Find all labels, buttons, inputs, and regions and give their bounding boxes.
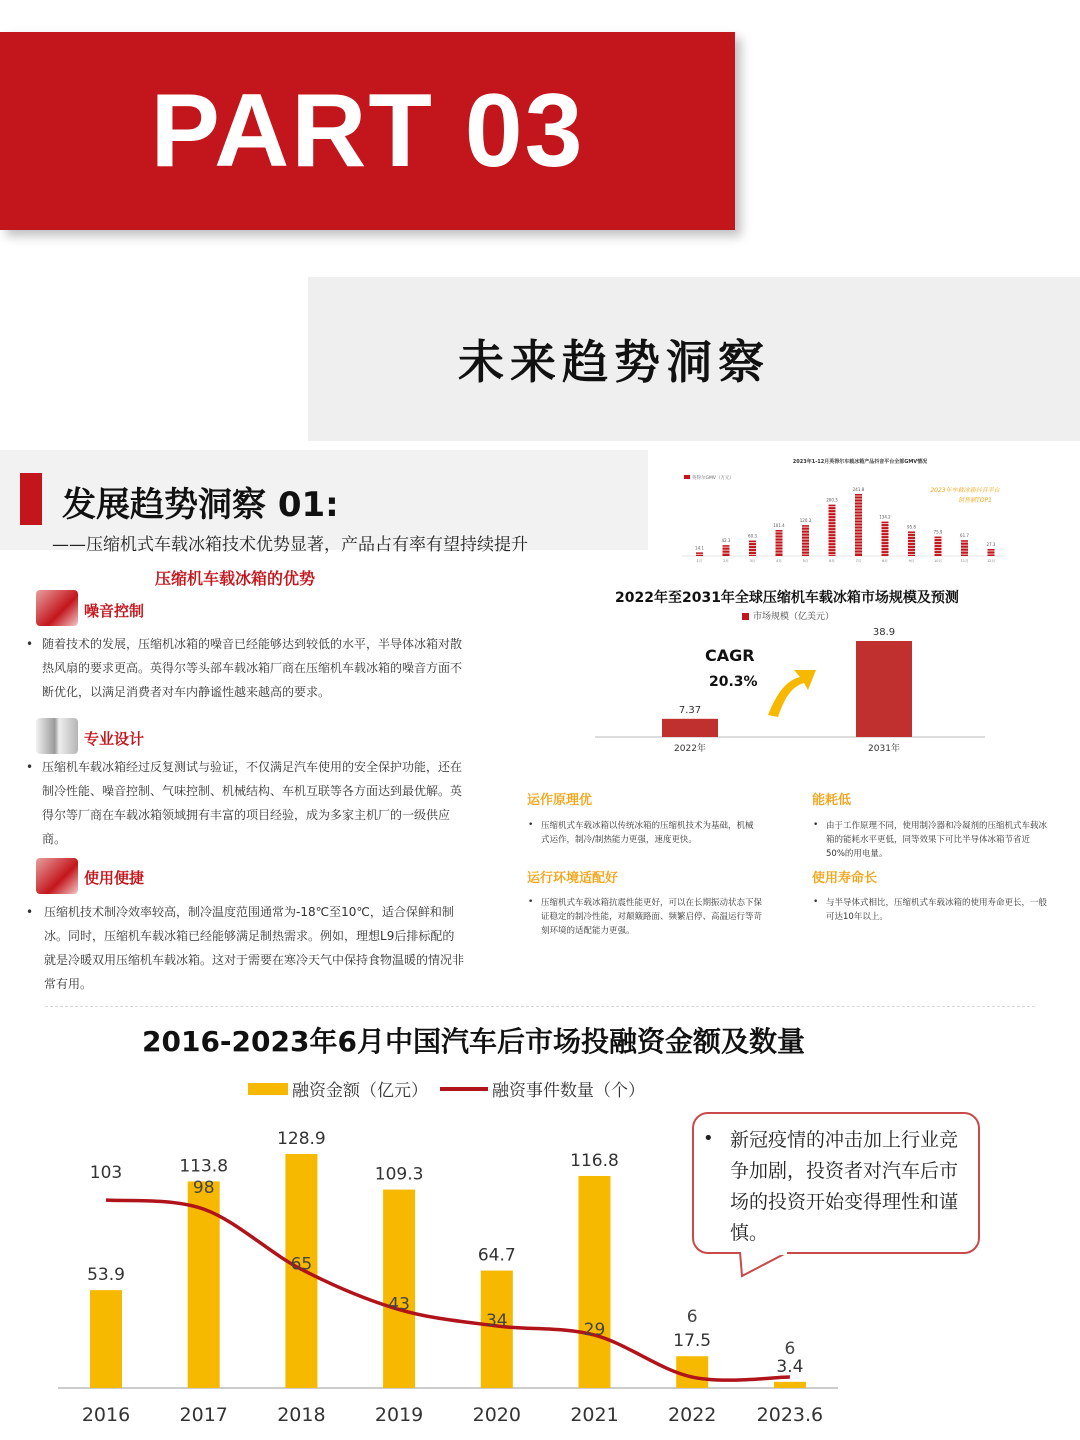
cagr-value: 20.3%	[709, 674, 758, 690]
amount-bar	[579, 1176, 611, 1388]
feature-text: 压缩机式车载冰箱以传统冰箱的压缩机技术为基础，机械式运作，制冷/制热能力更强，速度更快。	[541, 821, 754, 845]
amount-label: 17.5	[673, 1331, 712, 1352]
gmv-bar	[882, 522, 889, 556]
gmv-bar	[961, 540, 968, 556]
gmv-month-label: 6月	[829, 559, 835, 563]
part-title: PART 03	[150, 72, 585, 189]
projection-value-label: 38.9	[872, 627, 896, 638]
gmv-month-label: 5月	[802, 559, 809, 563]
year-label: 2022	[668, 1404, 717, 1426]
gmv-bar-label: 27.3	[986, 542, 996, 547]
advantage-text: 压缩机技术制冷效率较高，制冷温度范围通常为-18℃至10℃，适合保鲜和制冰。同时，压缩机车载冰箱已经能够满足制热需求。例如，理想L9后排标配的就是冷暖双用压缩机车载冰箱。这对于需要在寒冷天气中保持食物温暖的情况非常有用。	[44, 905, 465, 991]
year-label: 2019	[374, 1404, 424, 1426]
bullet-icon: •	[26, 905, 34, 919]
trend-subtitle: ——压缩机式车载冰箱技术优势显著，产品占有率有望持续提升	[52, 535, 528, 555]
callout-text: 新冠疫情的冲击加上行业竞争加剧，投资者对汽车后市场的投资开始变得理性和谨慎。	[730, 1129, 959, 1244]
gmv-bar	[723, 545, 730, 556]
gmv-month-label: 4月	[776, 559, 782, 563]
cagr-label: CAGR	[705, 646, 755, 665]
mini-chart-title: 2023年1-12月英得尔车载冰箱产品抖音平台全部GMV情况	[792, 459, 928, 465]
convenience-icon	[36, 858, 78, 894]
part-banner	[0, 32, 735, 230]
legend-swatch	[742, 613, 749, 620]
projection-bar	[856, 641, 912, 737]
count-label: 43	[388, 1294, 410, 1315]
gmv-month-label: 9月	[908, 559, 915, 563]
count-label: 98	[192, 1178, 215, 1199]
gmv-bar-label: 95.8	[907, 524, 916, 530]
mini-legend-swatch	[684, 475, 690, 479]
growth-arrow-icon	[768, 670, 816, 717]
feature-heading: 运行环境适配好	[527, 871, 619, 886]
count-label: 29	[583, 1320, 606, 1341]
legend-count-label: 融资事件数量（个）	[492, 1081, 645, 1101]
amount-bar	[774, 1382, 806, 1388]
projection-title: 2022年至2031年全球压缩机车载冰箱市场规模及预测	[615, 590, 959, 606]
mini-chart-note: 销售额TOP1	[958, 497, 992, 504]
gmv-bar	[829, 505, 836, 556]
feature-text: 与半导体式相比，压缩机式车载冰箱的使用寿命更长，一般可达10年以上。	[826, 898, 1048, 922]
gmv-mini-chart	[660, 452, 1080, 572]
projection-category-label: 2031年	[868, 744, 900, 754]
legend-amount-label: 融资金额（亿元）	[292, 1081, 428, 1101]
callout-tail	[738, 1252, 798, 1278]
gmv-month-label: 3月	[749, 559, 756, 563]
mini-chart-note: 2023年车载冰箱抖音平台	[930, 487, 1000, 494]
year-label: 2021	[570, 1404, 619, 1426]
gmv-bar	[935, 537, 942, 556]
year-label: 2016	[81, 1404, 131, 1426]
gmv-bar	[802, 525, 809, 556]
noise-icon	[36, 590, 78, 626]
bullet-icon: •	[26, 760, 34, 774]
legend-bar-swatch	[248, 1083, 288, 1095]
gmv-bar-label: 75.9	[933, 529, 943, 535]
gmv-bar-label: 61.7	[960, 533, 969, 539]
count-label: 65	[290, 1254, 313, 1275]
gmv-month-label: 11月	[960, 559, 969, 563]
feature-text: 压缩机式车载冰箱抗震性能更好，可以在长期振动状态下保证稳定的制冷性能，对颠簸路面、频繁启停、高温运行等苛刻环境的适配能力更强。	[541, 898, 763, 936]
count-label: 6	[686, 1307, 698, 1328]
legend-line-swatch	[440, 1087, 488, 1091]
gmv-bar-label: 200.3	[826, 497, 838, 503]
amount-label: 53.9	[87, 1265, 125, 1286]
feature-text: 由于工作原理不同，使用制冷器和冷凝剂的压缩机式车载冰箱的能耗水平更低，同等效果下可比半导体冰箱节省近50%的用电量。	[826, 821, 1048, 859]
gmv-bar	[749, 541, 756, 556]
trend-title: 发展趋势洞察 01:	[62, 485, 339, 525]
bullet-icon: •	[703, 1128, 714, 1149]
amount-bar	[383, 1190, 415, 1388]
investment-title: 2016-2023年6月中国汽车后市场投融资金额及数量	[142, 1025, 805, 1058]
amount-label: 128.9	[277, 1129, 326, 1149]
gmv-bar-label: 101.4	[773, 523, 785, 528]
gmv-bar-label: 42.3	[721, 538, 731, 544]
amount-label: 109.3	[374, 1164, 424, 1185]
design-icon	[36, 718, 78, 754]
amount-label: 113.8	[179, 1156, 229, 1177]
gmv-month-label: 1月	[696, 559, 703, 563]
amount-label: 3.4	[776, 1356, 804, 1377]
section-divider	[45, 1006, 1035, 1007]
advantage-heading: 专业设计	[84, 730, 145, 748]
count-label: 34	[485, 1310, 508, 1331]
advantage-text: 压缩机车载冰箱经过反复测试与验证，不仅满足汽车使用的安全保护功能，还在制冷性能、噪音控制、气味控制、机械结构、车机互联等各方面达到最优解。英得尔等厂商在车载冰箱领域拥有丰富的项目经验，成为多家主机厂的一级供应商。	[42, 760, 463, 846]
bullet-icon: •	[528, 897, 534, 907]
count-label: 6	[784, 1339, 796, 1359]
projection-chart	[590, 620, 990, 760]
projection-bar	[662, 719, 718, 737]
section-title-box	[308, 277, 1080, 441]
feature-heading: 使用寿命长	[812, 871, 878, 886]
projection-legend-label: 市场规模（亿美元）	[753, 612, 835, 622]
feature-heading: 运作原理优	[527, 793, 593, 808]
trend-accent-bar	[20, 473, 42, 525]
bullet-icon: •	[813, 820, 819, 830]
year-label: 2020	[472, 1404, 521, 1426]
gmv-bar-label: 120.3	[799, 518, 812, 524]
year-label: 2023.6	[756, 1404, 824, 1426]
advantage-text: 随着技术的发展，压缩机冰箱的噪音已经能够达到较低的水平，半导体冰箱对散热风扇的要求更高。英得尔等头部车载冰箱厂商在压缩机车载冰箱的噪音方面不断优化，以满足消费者对车内静谧性越来越高的要求。	[42, 637, 463, 699]
count-label: 103	[89, 1163, 123, 1183]
amount-bar	[90, 1290, 122, 1388]
advantage-heading: 使用便捷	[84, 869, 145, 887]
projection-category-label: 2022年	[674, 744, 706, 754]
gmv-bar	[988, 549, 995, 556]
projection-value-label: 7.37	[678, 704, 702, 716]
legend-count	[440, 1076, 645, 1101]
gmv-bar	[908, 531, 915, 556]
year-label: 2017	[179, 1404, 228, 1426]
gmv-bar-label: 134.2	[879, 514, 891, 520]
year-label: 2018	[277, 1404, 326, 1426]
gmv-month-label: 2月	[723, 559, 729, 563]
advantage-heading: 噪音控制	[84, 602, 145, 620]
legend-amount	[248, 1076, 428, 1101]
bullet-icon: •	[528, 820, 534, 830]
advantages-title: 压缩机车载冰箱的优势	[155, 569, 316, 588]
feature-heading: 能耗低	[812, 793, 852, 808]
gmv-bar-label: 14.1	[695, 545, 704, 551]
gmv-month-label: 8月	[882, 559, 888, 563]
mini-chart-legend: 英得尔GMV（万元）	[692, 476, 734, 481]
gmv-month-label: 7月	[855, 559, 862, 563]
bullet-icon: •	[26, 637, 34, 651]
gmv-month-label: 12月	[987, 559, 995, 563]
amount-label: 64.7	[477, 1245, 516, 1266]
bullet-icon: •	[813, 897, 819, 907]
gmv-month-label: 10月	[934, 559, 942, 563]
gmv-bar-label: 60.3	[748, 533, 757, 539]
section-title: 未来趋势洞察	[458, 335, 770, 389]
gmv-bar	[855, 494, 862, 556]
gmv-bar	[696, 552, 703, 556]
gmv-bar	[776, 530, 783, 556]
amount-label: 116.8	[570, 1150, 619, 1171]
gmv-bar-label: 241.8	[852, 487, 865, 492]
